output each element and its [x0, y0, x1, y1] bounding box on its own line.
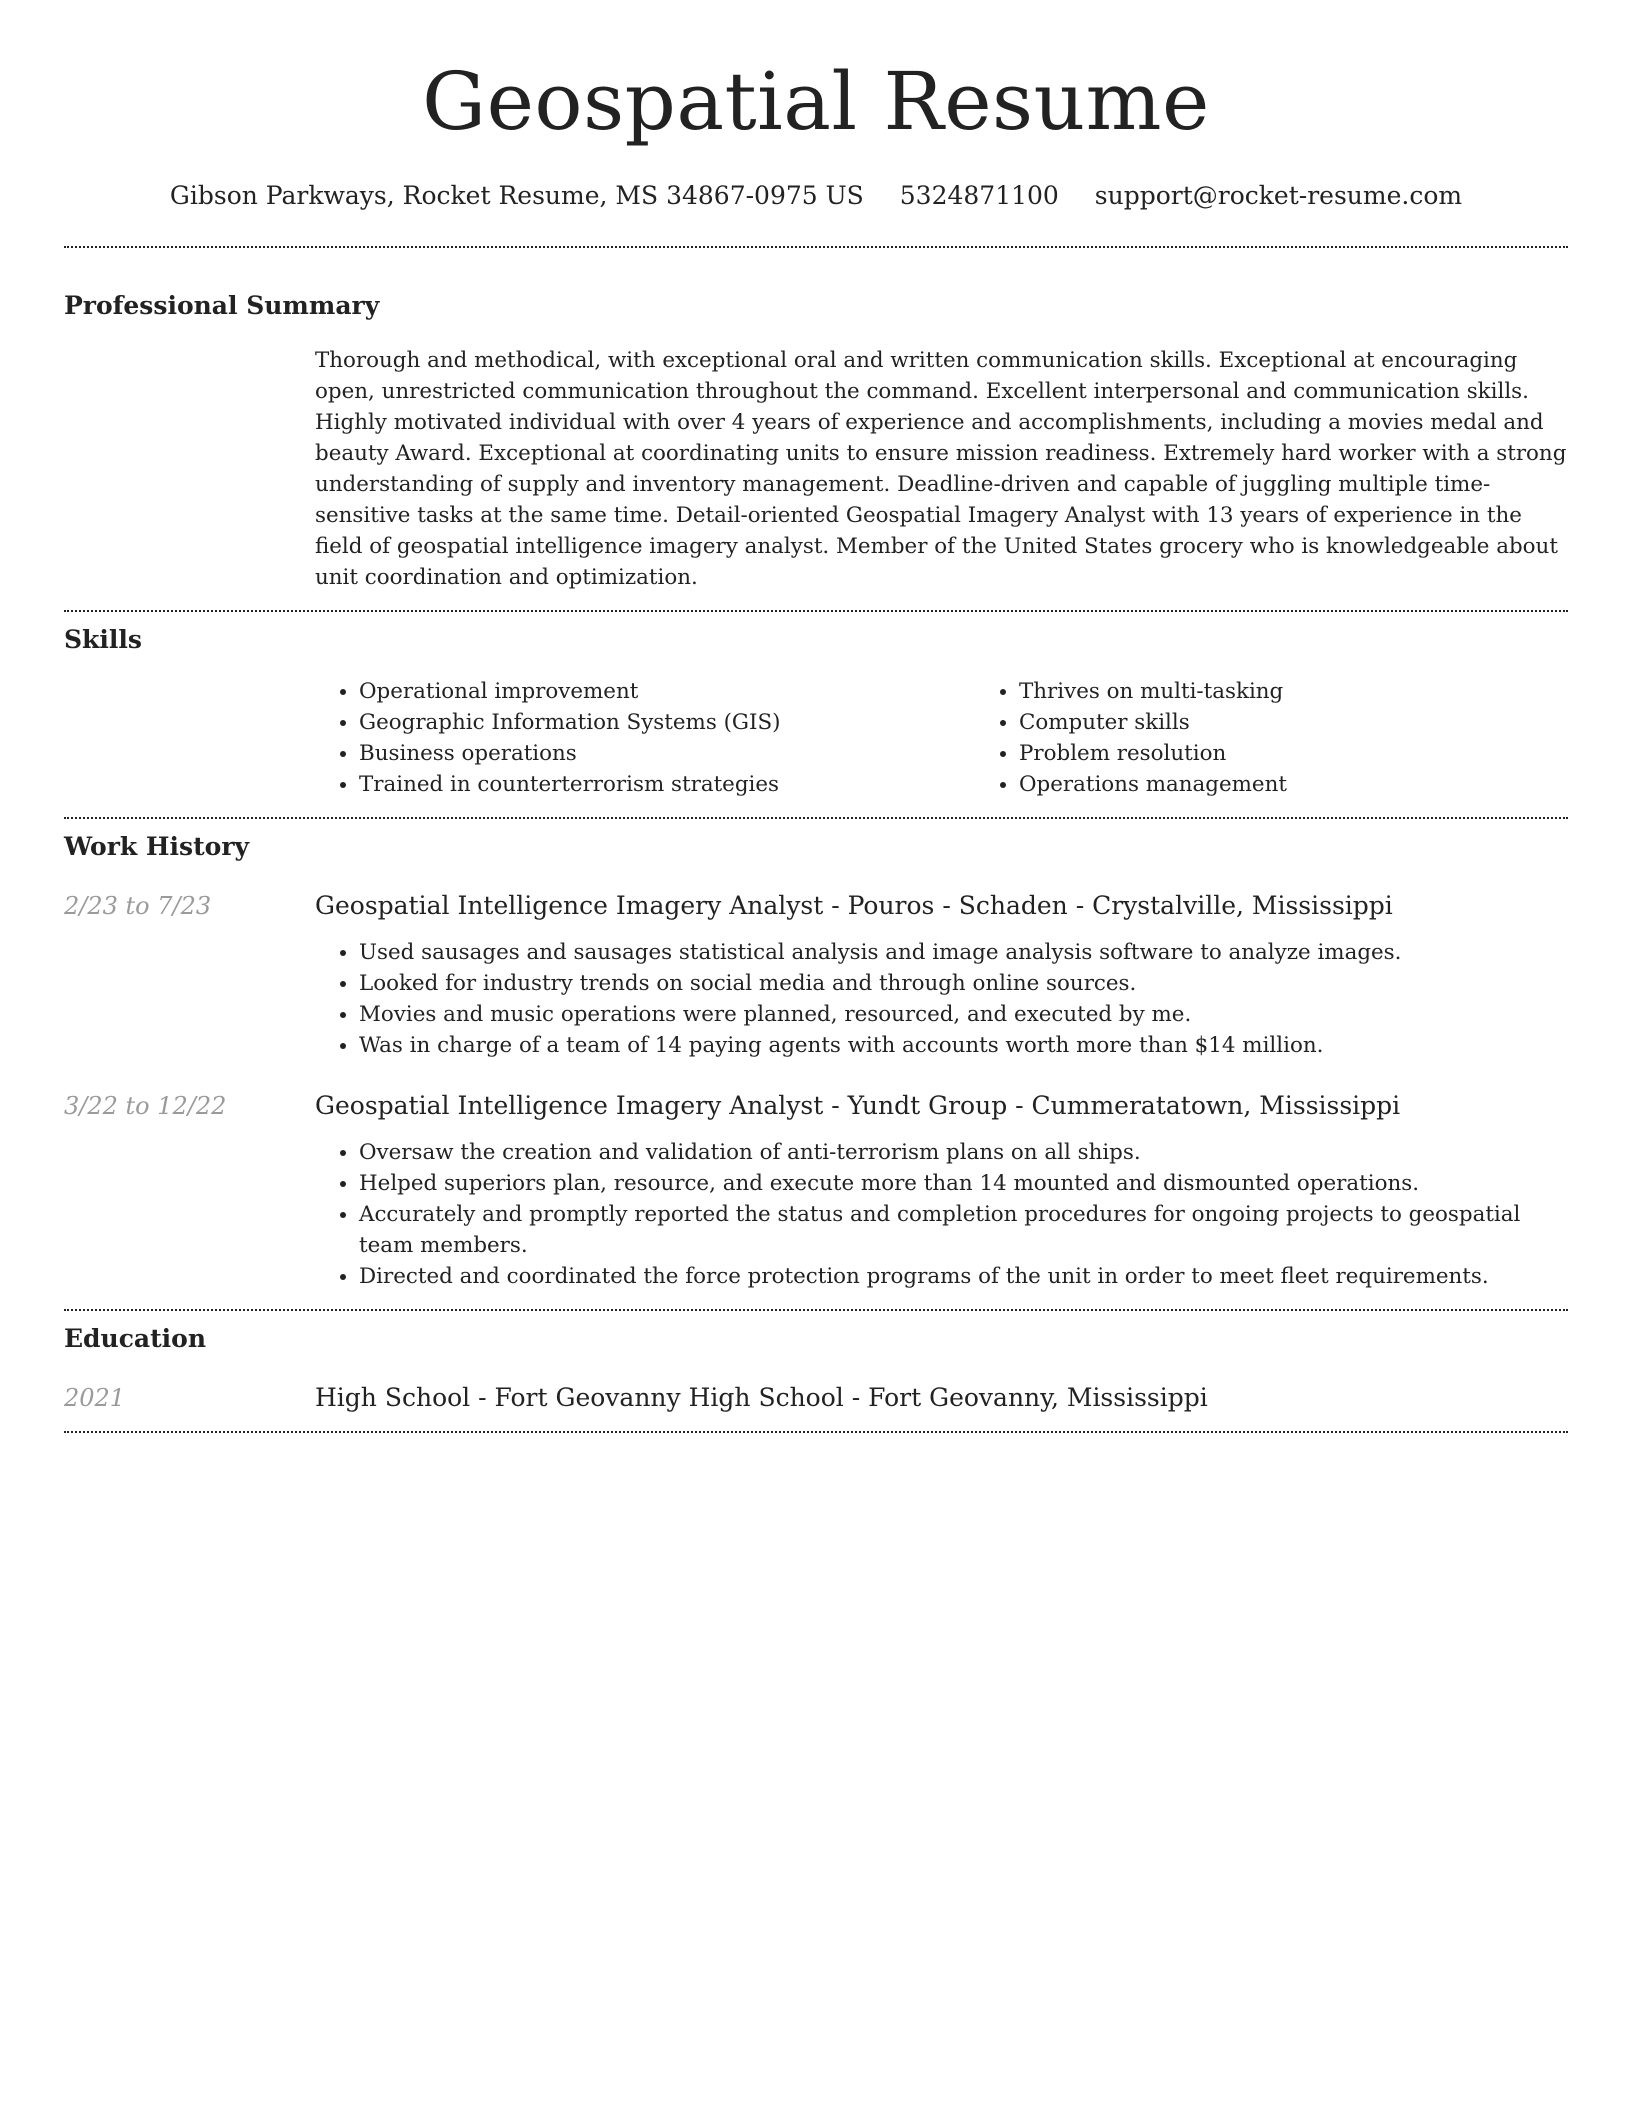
education-title: High School - Fort Geovanny High School - Fort Geovanny, Mississippi [315, 1383, 1208, 1412]
job-bullets [315, 1137, 1568, 1292]
contact-address: Gibson Parkways, Rocket Resume, MS 34867-0975 US [169, 181, 864, 210]
job-bullet: • Helped superiors plan, resource, and execute more than 14 mounted and dismounted operations. [359, 1168, 1568, 1199]
job-bullet: • Was in charge of a team of 14 paying agents with accounts worth more than $14 million. [359, 1030, 1568, 1061]
skills-section [64, 624, 1568, 800]
skill-item: • Problem resolution [1019, 738, 1632, 769]
job-dates: 3/22 to 12/22 [64, 1092, 227, 1120]
job-bullet: • Oversaw the creation and validation of anti-terrorism plans on all ships. [359, 1137, 1568, 1168]
job-entry [64, 890, 1568, 1061]
work-history-heading: Work History [64, 832, 250, 861]
divider [64, 1431, 1568, 1433]
job-entry [64, 1090, 1568, 1292]
job-bullet: • Looked for industry trends on social media and through online sources. [359, 968, 1568, 999]
skill-item: • Computer skills [1019, 707, 1632, 738]
job-bullet: • Movies and music operations were planned, resourced, and executed by me. [359, 999, 1568, 1030]
contact-email: support@rocket-resume.com [1094, 181, 1463, 210]
skill-item: • Operational improvement [359, 676, 975, 707]
divider [64, 1309, 1568, 1311]
job-bullet: • Accurately and promptly reported the status and completion procedures for ongoing projects to geospatial team members. [359, 1199, 1568, 1261]
skills-list-left [315, 676, 975, 800]
work-history-section [64, 831, 1568, 1292]
skills-list-right [975, 676, 1632, 800]
skill-item: • Thrives on multi-tasking [1019, 676, 1632, 707]
skill-item: • Trained in counterterrorism strategies [359, 769, 975, 800]
skill-item: • Operations management [1019, 769, 1632, 800]
education-heading: Education [64, 1324, 207, 1353]
divider [64, 246, 1568, 248]
job-dates: 2/23 to 7/23 [64, 892, 212, 920]
resume-title: Geospatial Resume [422, 55, 1210, 148]
education-entry [64, 1382, 1568, 1414]
summary-heading: Professional Summary [64, 291, 380, 320]
education-section [64, 1323, 1568, 1414]
divider [64, 610, 1568, 612]
summary-text: Thorough and methodical, with exceptional oral and written communication skills. Exceptional at encouraging open, unrestricted communication throughout the command. Excellent interpersonal and communication skills. Highly motivated individual with over 4 years of experience and accomplishments, including a movies medal and beauty Award. Exceptional at coordinating units to ensure mission readiness. Extremely hard worker with a strong understanding of supply and inventory management. Deadline-driven and capable of juggling multiple time-sensitive tasks at the same time. Detail-oriented Geospatial Imagery Analyst with 13 years of experience in the field of geospatial intelligence imagery analyst. Member of the United States grocery who is knowledgeable about unit coordination and optimization. [315, 348, 1567, 590]
job-bullet: • Used sausages and sausages statistical analysis and image analysis software to analyze images. [359, 937, 1568, 968]
summary-section [64, 290, 1568, 593]
skill-item: • Business operations [359, 738, 975, 769]
skill-item: • Geographic Information Systems (GIS) [359, 707, 975, 738]
contact-phone: 5324871100 [899, 181, 1059, 210]
contact-line [64, 180, 1568, 212]
education-year: 2021 [64, 1384, 126, 1412]
job-bullets [315, 937, 1568, 1061]
job-bullet: • Directed and coordinated the force protection programs of the unit in order to meet fleet requirements. [359, 1261, 1568, 1292]
skills-heading: Skills [64, 625, 142, 654]
job-title: Geospatial Intelligence Imagery Analyst - Yundt Group - Cummeratatown, Mississippi [315, 1091, 1401, 1120]
job-title: Geospatial Intelligence Imagery Analyst - Pouros - Schaden - Crystalville, Mississippi [315, 891, 1393, 920]
divider [64, 817, 1568, 819]
